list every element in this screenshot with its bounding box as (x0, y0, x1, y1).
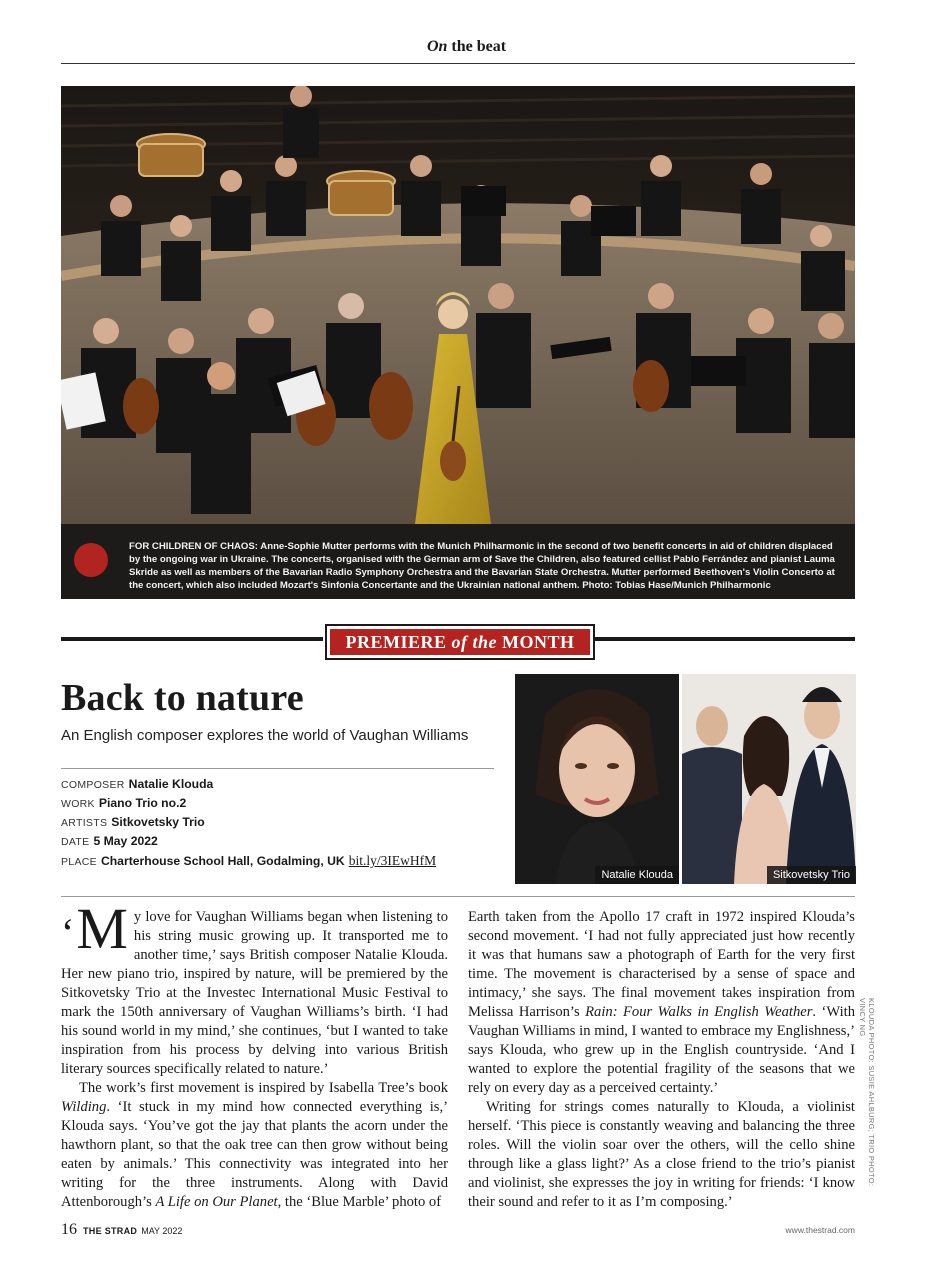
article-standfirst: An English composer explores the world of Vaughan Williams (61, 727, 469, 744)
article-headline: Back to nature (61, 677, 304, 719)
meta-work-value: Piano Trio no.2 (98, 796, 187, 810)
body-rule (61, 896, 855, 897)
photo-credit-text: KLOUDA PHOTO: SUSIE AHLBURG; TRIO PHOTO: VINCY NG (858, 998, 876, 1187)
paragraph-2-b: . ‘It stuck in my mind how connected everything is,’ Klouda says. ‘You’ve got the jay that plants the acorn under the hawthorn plant, so that the oak tree can then grow without being eaten by animals.’ This connectivity was integrated into her writing for the three instruments. Along with David Attenborough’s (61, 1099, 448, 1210)
meta-work-label: WORK (61, 798, 95, 810)
banner-part1: PREMIERE (345, 632, 447, 652)
page-footer (61, 1221, 182, 1239)
photo-credit (858, 998, 876, 1208)
banner-rule-right (593, 637, 855, 641)
running-head-italic: On (426, 38, 448, 55)
paragraph-3 (468, 908, 855, 1098)
photo-caption: FOR CHILDREN OF CHAOS: Anne-Sophie Mutter performs with the Munich Philharmonic in the second of two benefit concerts in aid of children displaced by the ongoing war in Ukraine. The concerts, organised with the German arm of Save the Children, also featured cellist Pablo Ferrández and pianist Lauma Skride as well as members of the Bavarian Radio Symphony Orchestra and the Bavarian State Orchestra. Mutter performed Beethoven's Violin Concerto at the concert, which also included Mozart's Sinfonia Concertante and the Ukrainian national anthem. Photo: Tobias Hase/Munich Philharmonic (129, 541, 835, 591)
meta-artists (61, 813, 205, 833)
portrait-trio-art (682, 674, 856, 884)
orchestra-photo-art (61, 86, 855, 524)
paragraph-3-b: . ‘With Vaughan Williams in mind, I wanted to embrace my Englishness,’ says Klouda, who grew up in the English countryside. ‘And I wanted to explore the potential fragility of the seasons that we rely on every day as a perceived certainty.’ (468, 1004, 855, 1096)
paragraph-2 (61, 1079, 448, 1212)
portrait-klouda-label: Natalie Klouda (595, 866, 679, 884)
banner-rule-left (61, 637, 323, 641)
event-link[interactable]: bit.ly/3IEwHfM (348, 853, 437, 868)
body-column-1 (61, 896, 448, 1212)
paragraph-2-a: The work’s first movement is inspired by Isabella Tree’s book (79, 1080, 448, 1096)
running-head-rest: the beat (451, 38, 507, 55)
standfirst-rule (61, 768, 494, 769)
meta-composer (61, 775, 213, 795)
meta-date-label: DATE (61, 836, 90, 848)
drop-cap-quote: ‘ (61, 910, 75, 955)
meta-date (61, 832, 158, 852)
meta-composer-value: Natalie Klouda (128, 777, 214, 791)
meta-place (61, 851, 436, 872)
paragraph-1 (61, 896, 448, 1079)
portrait-klouda-art (515, 674, 679, 884)
paragraph-3-title: Rain: Four Walks in English Weather (585, 1004, 813, 1020)
meta-artists-value: Sitkovetsky Trio (111, 815, 205, 829)
running-head (0, 38, 933, 56)
paragraph-1-text: y love for Vaughan Williams began when listening to his string music growing up. It transported me to another time,’ says British composer Natalie Klouda. Her new piano trio, inspired by nature, will be premiered by the Sitkovetsky Trio at the Investec International Music Festival to mark the 150th anniversary of Vaughan Williams’s birth. ‘I had his sound world in my mind,’ she continues, ‘but I wanted to take inspiration from his process by delving into various British literary sources specifically related to nature.’ (61, 909, 448, 1077)
meta-artists-label: ARTISTS (61, 817, 108, 829)
header-rule (61, 63, 855, 64)
orchestra-photo (61, 86, 855, 524)
portrait-trio-label: Sitkovetsky Trio (767, 866, 856, 884)
drop-cap-letter: M (76, 896, 128, 961)
portrait-trio (682, 674, 856, 884)
paragraph-2-title-2: A Life on Our Planet (155, 1194, 278, 1210)
page-number: 16 (61, 1221, 77, 1238)
site-url[interactable]: www.thestrad.com (785, 1225, 855, 1235)
drop-cap (61, 896, 128, 961)
portrait-klouda (515, 674, 679, 884)
red-dot-icon (74, 543, 108, 577)
meta-composer-label: COMPOSER (61, 779, 125, 791)
body-column-2 (468, 908, 855, 1212)
magazine-name: THE STRAD (83, 1226, 138, 1236)
paragraph-2-c: , the ‘Blue Marble’ photo of (277, 1194, 442, 1210)
meta-place-value: Charterhouse School Hall, Godalming, UK (100, 854, 345, 868)
paragraph-4: Writing for strings comes naturally to Klouda, a violinist herself. ‘This piece is constantly weaving and balancing the three roles. Will the violin soar over the others, will the cello shine through like a glass light?’ As a close friend to the trio’s pianist and violinist, she expresses the joy in writing for friends: ‘I know their sound and refer to it as I’m composing.’ (468, 1099, 855, 1210)
paragraph-2-title-1: Wilding (61, 1099, 107, 1115)
premiere-banner (325, 624, 595, 660)
banner-part2: of the (451, 632, 497, 652)
meta-place-label: PLACE (61, 856, 97, 868)
issue-date: MAY 2022 (141, 1226, 183, 1236)
paragraph-3-a: Earth taken from the Apollo 17 craft in 1972 inspired Klouda’s second movement. ‘I had not fully appreciated just how recently it was that humans saw a photograph of Earth for the very first time. The movement is characterised by a sense of space and intimacy,’ she says. The final movement takes inspiration from Melissa Harrison’s (468, 909, 855, 1020)
banner-part3: MONTH (502, 632, 575, 652)
meta-work (61, 794, 186, 814)
meta-date-value: 5 May 2022 (93, 834, 158, 848)
